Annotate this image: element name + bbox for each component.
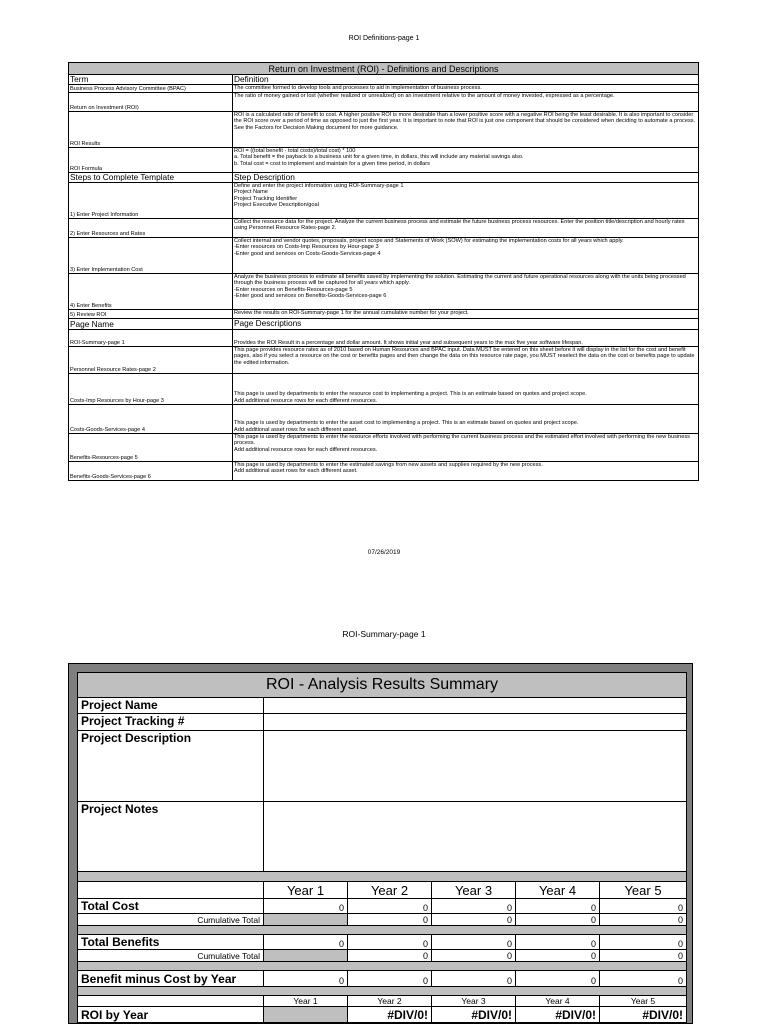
page-desc-line: Add additional resource rows for each different resources. [234, 397, 378, 404]
step-line: Analyze the business process to estimate all benefits saved by implementing the solution. Estimating the current and future operational resources along with the units being processed through the business process will be captured for all years which apply. [234, 274, 686, 287]
project-notes-row [78, 802, 687, 872]
table-row [69, 183, 699, 219]
summary-sheet [68, 663, 693, 1024]
page-desc-line: This page is used by departments to enter the resource cost to implementing a project. This is an estimate based on quotes and project scope. [234, 391, 587, 398]
benefits-cumulative-value: 0 [432, 950, 516, 962]
table-row [69, 112, 699, 148]
cost-cumulative-value: 0 [516, 914, 600, 926]
definitions-title-row [69, 63, 699, 75]
table-row [69, 274, 699, 310]
year-subheader: Year 2 [348, 996, 432, 1007]
benefit-minus-cost-row [78, 971, 687, 987]
project-description-field[interactable] [264, 731, 687, 802]
project-name-label: Project Name [78, 698, 264, 714]
step-cell: 2) Enter Resources and Rates [69, 219, 233, 238]
total-benefits-label: Total Benefits [78, 935, 264, 950]
page-desc-line: Add additional asset rows for each different asset. [234, 426, 358, 433]
page-description-cell [233, 330, 699, 347]
col-page-name: Page Name [69, 319, 233, 330]
step-line: Review the results on ROI-Summary-page 1 for the annual cumulative number for your project. [234, 310, 469, 316]
step-description-cell [233, 219, 699, 238]
total-cost-value: 0 [348, 899, 432, 914]
spacer-row [78, 962, 687, 971]
total-benefits-value: 0 [264, 935, 348, 950]
table-row [69, 462, 699, 481]
summary-title-row [78, 673, 687, 698]
definitions-title: Return on Investment (ROI) - Definitions and Descriptions [69, 63, 699, 75]
page1-header: ROI Definitions-page 1 [348, 35, 420, 42]
page-name-cell: Benefits-Goods-Services-page 6 [69, 462, 233, 481]
page-name-cell: Costs-Goods-Services-page 4 [69, 405, 233, 434]
page-desc-line: This page is used by departments to enter the estimated savings from new assets and supplies required by the new process. [234, 462, 543, 468]
page-header-row [69, 319, 699, 330]
step-line: Project Tracking Identifier [234, 195, 298, 202]
definition-cell: The committee formed to develop tools and processes to aid in implementation of business process. [233, 85, 699, 93]
cost-cumulative-blank [264, 914, 348, 926]
table-row [69, 93, 699, 112]
years-header-blank [78, 882, 264, 899]
year-subheader: Year 5 [600, 996, 687, 1007]
years-header-row [78, 882, 687, 899]
definitions-table [68, 62, 699, 481]
table-row [69, 238, 699, 274]
benefits-cumulative-value: 0 [600, 950, 687, 962]
step-line: -Enter good and services on Benefits-Goods-Services-page 6 [234, 292, 387, 299]
roi-by-year-row [78, 1007, 687, 1023]
project-tracking-field[interactable] [264, 714, 687, 731]
table-row [69, 374, 699, 405]
roi-by-year-value: #DIV/0! [600, 1007, 687, 1023]
total-cost-value: 0 [600, 899, 687, 914]
col-definition: Definition [233, 75, 699, 85]
step-cell: 3) Enter Implementation Cost [69, 238, 233, 274]
page-description-cell [233, 374, 699, 405]
table-row [69, 405, 699, 434]
step-line: -Enter good and services on Costs-Goods-Services-page 4 [234, 250, 381, 257]
page-name-cell: ROI-Summary-page 1 [69, 330, 233, 347]
definition-cell: ROI is a calculated ratio of benefit to cost. A higher positive ROI is more desirable than a lower positive score with a negative ROI being the least desirable. It is also important to consider the ROI score over a period of time as opposed to just the first year. It is important to note that ROI is just one component that should be considered when deciding to automate a process. See the Factors for Decision Making document for more guidance. [233, 112, 699, 148]
table-row [69, 148, 699, 173]
year-subheader: Year 4 [516, 996, 600, 1007]
step-cell: 5) Review ROI [69, 310, 233, 319]
benefit-minus-cost-value: 0 [600, 971, 687, 987]
benefit-minus-cost-value: 0 [264, 971, 348, 987]
benefits-cumulative-value: 0 [516, 950, 600, 962]
page-name-cell: Benefits-Resources-page 5 [69, 434, 233, 462]
benefits-cumulative-value: 0 [348, 950, 432, 962]
definition-cell: The ratio of money gained or lost (whether realized or unrealized) on an investment relative to the amount of money invested, expressed as a percentage. [233, 93, 699, 112]
page-description-cell [233, 434, 699, 462]
benefit-minus-cost-label: Benefit minus Cost by Year [78, 971, 264, 987]
total-benefits-row [78, 935, 687, 950]
col-step-description: Step Description [233, 173, 699, 183]
spacer-cell [78, 987, 687, 996]
page-desc-line: This page is used by departments to enter the resource efforts involved with performing the current business process and the estimated effort involved with performing the new business process. [234, 434, 690, 447]
years-subheader-blank [78, 996, 264, 1007]
year-header: Year 3 [432, 882, 516, 899]
roi-by-year-blank [264, 1007, 348, 1023]
benefit-minus-cost-value: 0 [348, 971, 432, 987]
benefits-cumulative-row [78, 950, 687, 962]
total-cost-row [78, 899, 687, 914]
table-row [69, 330, 699, 347]
project-description-label: Project Description [78, 731, 264, 802]
definition-cell [233, 148, 699, 173]
table-row [69, 347, 699, 374]
term-header-row [69, 75, 699, 85]
term-cell: ROI Formula [69, 148, 233, 173]
definition-line: a. Total benefit = the payback to a business unit for a given time, in dollars, this will include any material savings also. [234, 154, 524, 161]
page-desc-line: Add additional resource rows for each different resources. [234, 446, 378, 453]
table-row [69, 434, 699, 462]
page-name-cell: Personnel Resource Rates-page 2 [69, 347, 233, 374]
year-header: Year 2 [348, 882, 432, 899]
total-cost-value: 0 [516, 899, 600, 914]
step-line: -Enter resources on Benefits-Resources-page 5 [234, 286, 353, 293]
definition-line: b. Total cost = cost to implement and maintain for a given time period, in dollars [234, 160, 430, 167]
step-description-cell [233, 310, 699, 319]
summary-table [77, 672, 687, 1023]
benefit-minus-cost-value: 0 [516, 971, 600, 987]
roi-by-year-value: #DIV/0! [516, 1007, 600, 1023]
col-steps: Steps to Complete Template [69, 173, 233, 183]
roi-by-year-label: ROI by Year [78, 1007, 264, 1023]
total-cost-value: 0 [432, 899, 516, 914]
col-term: Term [69, 75, 233, 85]
page-desc-line: Add additional asset rows for each different asset. [234, 468, 358, 475]
cost-cumulative-value: 0 [600, 914, 687, 926]
step-description-cell [233, 238, 699, 274]
step-cell: 1) Enter Project Information [69, 183, 233, 219]
step-line: Collect the resource data for the project. Analyze the current business process and estimate the future business process resources. Enter the position title/description and hourly rates using Personnel Resource Rates-page 2. [234, 219, 685, 232]
year-subheader: Year 3 [432, 996, 516, 1007]
page1-footer-date: 07/26/2019 [367, 549, 401, 556]
cost-cumulative-row [78, 914, 687, 926]
total-benefits-value: 0 [348, 935, 432, 950]
page-desc-line: This page is used by departments to enter the asset cost to implementing a project. This is an estimate based on quotes and project scope. [234, 420, 579, 427]
step-line: -Enter resources on Costs-Imp Resources by Hour-page 3 [234, 244, 379, 251]
page-description-cell [233, 405, 699, 434]
project-notes-label: Project Notes [78, 802, 264, 872]
benefits-cumulative-label: Cumulative Total [78, 950, 264, 962]
project-tracking-row [78, 714, 687, 731]
roi-by-year-value: #DIV/0! [432, 1007, 516, 1023]
table-row [69, 219, 699, 238]
page-desc-line: Provides the ROI Result in a percentage and dollar amount. It shows initial year and subsequent years to the max five year software lifespan. [234, 339, 583, 346]
spacer-row [78, 926, 687, 935]
table-row [69, 310, 699, 319]
cost-cumulative-value: 0 [432, 914, 516, 926]
step-line: Define and enter the project information using ROI-Summary-page 1 [234, 183, 404, 189]
cost-cumulative-value: 0 [348, 914, 432, 926]
total-cost-label: Total Cost [78, 899, 264, 914]
page-desc-line: This page provides resource rates as of 2010 based on Human Resources and BPAC input. Data MUST be entered on this sheet before it will display in the list for the cost and benefit pages, also if you select a resource on the cost or benefits pages and then change the data on this resource rate page, you MUST reselect the data on the cost or benefits page to update the edited information. [234, 347, 695, 366]
total-benefits-value: 0 [600, 935, 687, 950]
project-description-row [78, 731, 687, 802]
spacer-row [78, 872, 687, 882]
years-subheader-row [78, 996, 687, 1007]
page2-header: ROI-Summary-page 1 [342, 629, 426, 639]
step-line: Project Name [234, 189, 268, 196]
page-description-cell [233, 462, 699, 481]
total-benefits-value: 0 [516, 935, 600, 950]
table-row [69, 85, 699, 93]
term-cell: ROI Results [69, 112, 233, 148]
year-subheader: Year 1 [264, 996, 348, 1007]
spacer-cell [78, 872, 687, 882]
project-name-field[interactable] [264, 698, 687, 714]
spacer-cell [78, 926, 687, 935]
benefit-minus-cost-value: 0 [432, 971, 516, 987]
spacer-cell [78, 962, 687, 971]
benefits-cumulative-blank [264, 950, 348, 962]
total-cost-value: 0 [264, 899, 348, 914]
page-description-cell [233, 347, 699, 374]
project-name-row [78, 698, 687, 714]
project-notes-field[interactable] [264, 802, 687, 872]
total-benefits-value: 0 [432, 935, 516, 950]
year-header: Year 5 [600, 882, 687, 899]
term-cell: Business Process Advisory Committee (BPAC) [69, 85, 233, 93]
spacer-row [78, 987, 687, 996]
step-line: Collect internal and vendor quotes, proposals, project scope and Statements of Work (SOW) for estimating the implementation costs for all years which apply. [234, 238, 624, 244]
steps-header-row [69, 173, 699, 183]
project-tracking-label: Project Tracking # [78, 714, 264, 731]
cost-cumulative-label: Cumulative Total [78, 914, 264, 926]
definition-line: ROI = ((total benefit - total costs)/total cost) * 100 [234, 148, 356, 154]
step-description-cell [233, 183, 699, 219]
year-header: Year 1 [264, 882, 348, 899]
col-page-description: Page Descriptions [233, 319, 699, 330]
step-description-cell [233, 274, 699, 310]
summary-title: ROI - Analysis Results Summary [78, 673, 687, 698]
step-cell: 4) Enter Benefits [69, 274, 233, 310]
year-header: Year 4 [516, 882, 600, 899]
page-name-cell: Costs-Imp Resources by Hour-page 3 [69, 374, 233, 405]
roi-by-year-value: #DIV/0! [348, 1007, 432, 1023]
term-cell: Return on Investment (ROI) [69, 93, 233, 112]
step-line: Project Executive Description/goal [234, 201, 319, 208]
